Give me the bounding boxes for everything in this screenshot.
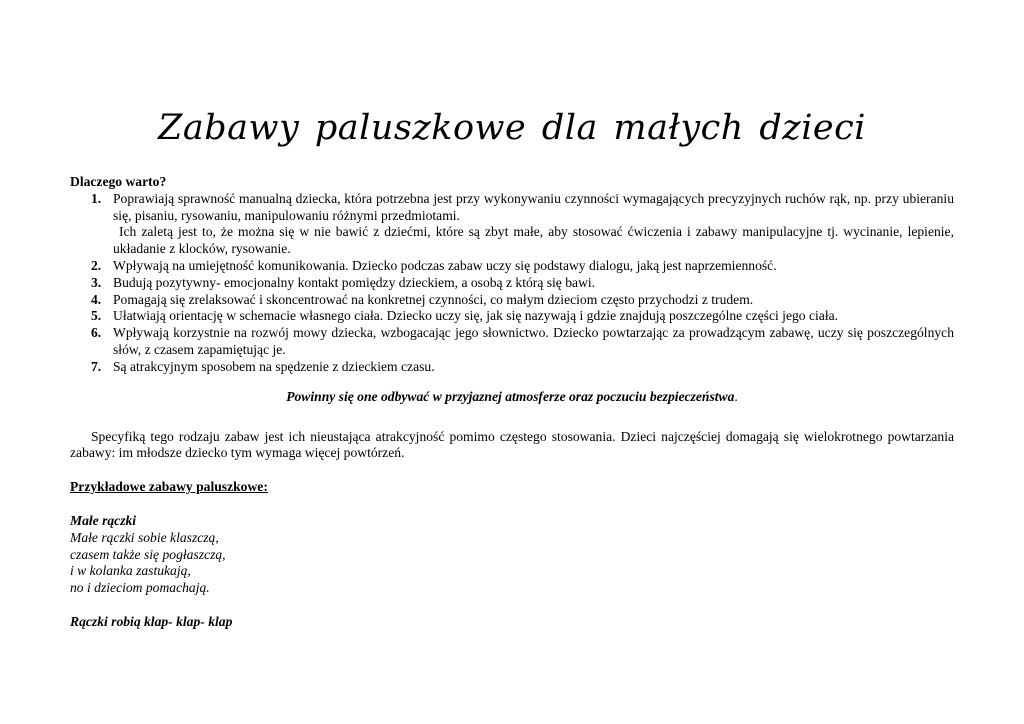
list-number: 3. <box>91 274 102 290</box>
motto-sentence <box>70 388 954 406</box>
list-number: 5. <box>91 308 102 324</box>
list-item <box>70 292 954 309</box>
list-item-extra-text: Ich zaletą jest to, że można się w nie bawić z dziećmi, które są zbyt małe, aby stosować ćwiczenia i zabawy manipulacyjne tj. wycinanie, lepienie, układanie z klocków, rysowanie. <box>113 224 954 257</box>
list-item <box>70 275 954 292</box>
motto-text: Powinny się one odbywać w przyjaznej atmosferze oraz poczuciu bezpieczeństwa <box>286 388 735 404</box>
poem-title: Małe rączki <box>70 512 137 528</box>
poem-line: no i dzieciom pomachają. <box>70 580 210 596</box>
poem-title: Rączki robią klap- klap- klap <box>70 613 233 629</box>
list-number: 7. <box>91 358 102 374</box>
list-item <box>70 191 954 258</box>
list-number: 2. <box>91 257 102 273</box>
document-title: Zabawy paluszkowe dla małych dzieci <box>158 108 866 148</box>
list-item <box>70 325 954 359</box>
list-item-text: Poprawiają sprawność manualną dziecka, która potrzebna jest przy wykonywaniu czynności wymagających precyzyjnych ruchów rąk, np. przy ubieraniu się, pisaniu, rysowaniu, manipulowaniu różnymi przedmiotami. <box>113 190 954 223</box>
list-item-text: Są atrakcyjnym sposobem na spędzenie z dzieckiem czasu. <box>113 358 435 374</box>
list-number: 6. <box>91 325 102 341</box>
poem-line: czasem także się pogłaszczą, <box>70 546 226 562</box>
list-item-text: Wpływają korzystnie na rozwój mowy dziecka, wzbogacając jego słownictwo. Dziecko powtarzając za prowadzącym zabawę, uczy się poszczególnych słów, z czasem zapamiętując je. <box>113 325 954 357</box>
list-number: 4. <box>91 291 102 307</box>
list-item-text: Pomagają się zrelaksować i skoncentrować na konkretnej czynności, co małym dzieciom często przychodzi z trudem. <box>113 291 754 307</box>
reasons-list <box>70 191 954 376</box>
motto-period: . <box>734 388 738 404</box>
list-item <box>70 359 954 376</box>
poem-line: Małe rączki sobie klaszczą, <box>70 529 219 545</box>
list-number: 1. <box>91 190 102 206</box>
why-heading: Dlaczego warto? <box>70 174 167 189</box>
list-item-text: Wpływają na umiejętność komunikowania. Dziecko podczas zabaw uczy się podstawy dialogu, jaką jest naprzemienność. <box>113 257 777 273</box>
document-content <box>70 174 954 631</box>
poem-line: i w kolanka zastukają, <box>70 563 191 579</box>
list-item-text: Budują pozytywny- emocjonalny kontakt pomiędzy dzieckiem, a osobą z którą się bawi. <box>113 274 596 290</box>
list-item <box>70 308 954 325</box>
examples-heading: Przykładowe zabawy paluszkowe: <box>70 479 268 495</box>
poem-small-hands <box>70 513 954 597</box>
body-paragraph: Specyfiką tego rodzaju zabaw jest ich nieustająca atrakcyjność pomimo częstego stosowania. Dzieci najczęściej domagają się wielokrotnego powtarzania zabawy: im młodsze dziecko tym wymaga więcej powtórzeń. <box>70 428 954 461</box>
list-item-text: Ułatwiają orientację w schemacie własnego ciała. Dziecko uczy się, jak się nazywają i gdzie znajdują poszczególne części jego ciała. <box>113 308 839 324</box>
list-item <box>70 258 954 275</box>
